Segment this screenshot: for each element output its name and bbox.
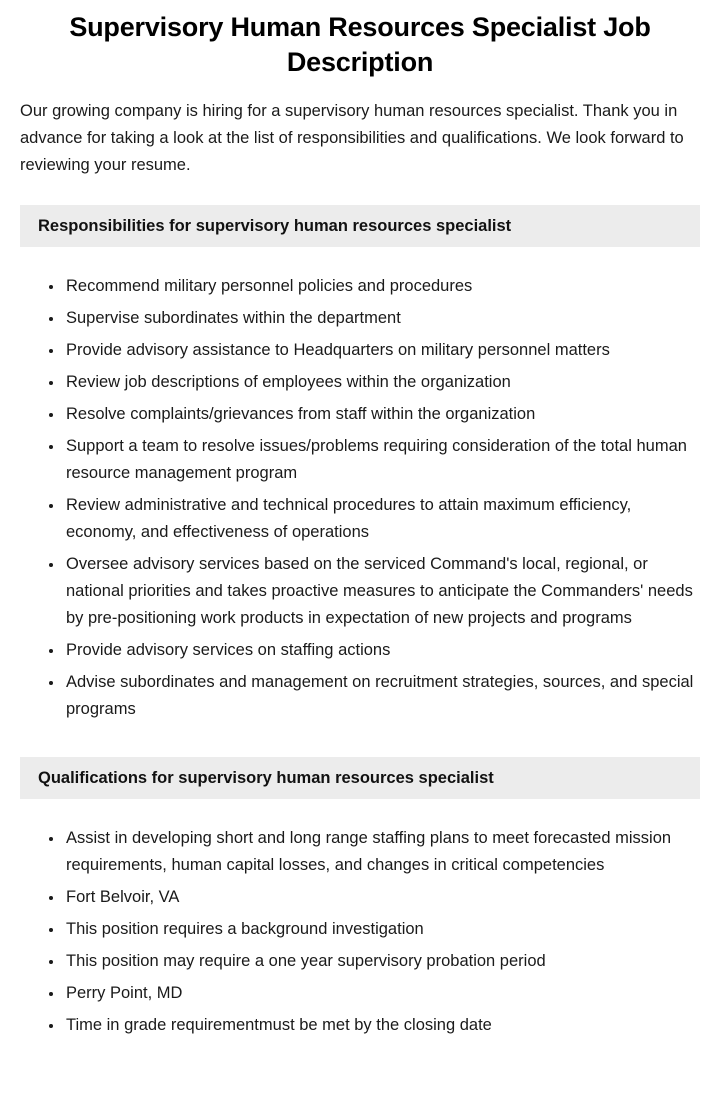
list-item: • Assist in developing short and long range staffing plans to meet forecasted mission requirements, human capital losses, and changes in critical competencies	[64, 825, 700, 879]
list-item: • Perry Point, MD	[64, 980, 700, 1007]
list-item: • Fort Belvoir, VA	[64, 884, 700, 911]
list-item: • Provide advisory services on staffing actions	[64, 637, 700, 664]
responsibilities-header: Responsibilities for supervisory human resources specialist	[20, 205, 700, 247]
list-item: • Recommend military personnel policies and procedures	[64, 273, 700, 300]
responsibilities-list	[20, 273, 700, 723]
qualifications-list	[20, 825, 700, 1039]
responsibilities-section	[20, 205, 700, 723]
page-title: Supervisory Human Resources Specialist Job Description	[69, 12, 651, 77]
list-item: • Support a team to resolve issues/problems requiring consideration of the total human resource management program	[64, 433, 700, 487]
list-item: • Supervise subordinates within the department	[64, 305, 700, 332]
qualifications-section	[20, 757, 700, 1039]
list-item: • Provide advisory assistance to Headquarters on military personnel matters	[64, 337, 700, 364]
list-item: • Review job descriptions of employees within the organization	[64, 369, 700, 396]
qualifications-header: Qualifications for supervisory human resources specialist	[20, 757, 700, 799]
list-item: • This position requires a background investigation	[64, 916, 700, 943]
intro-paragraph: Our growing company is hiring for a supervisory human resources specialist. Thank you in advance for taking a look at the list of responsibilities and qualifications. We look forward to reviewing your resume.	[20, 102, 684, 174]
list-item: • Time in grade requirementmust be met by the closing date	[64, 1012, 700, 1039]
list-item: • Resolve complaints/grievances from staff within the organization	[64, 401, 700, 428]
list-item: • Review administrative and technical procedures to attain maximum efficiency, economy, and effectiveness of operations	[64, 492, 700, 546]
list-item: • Oversee advisory services based on the serviced Command's local, regional, or national priorities and takes proactive measures to anticipate the Commanders' needs by pre-positioning work products in expectation of new projects and programs	[64, 551, 700, 632]
list-item: • This position may require a one year supervisory probation period	[64, 948, 700, 975]
list-item: • Advise subordinates and management on recruitment strategies, sources, and special programs	[64, 669, 700, 723]
